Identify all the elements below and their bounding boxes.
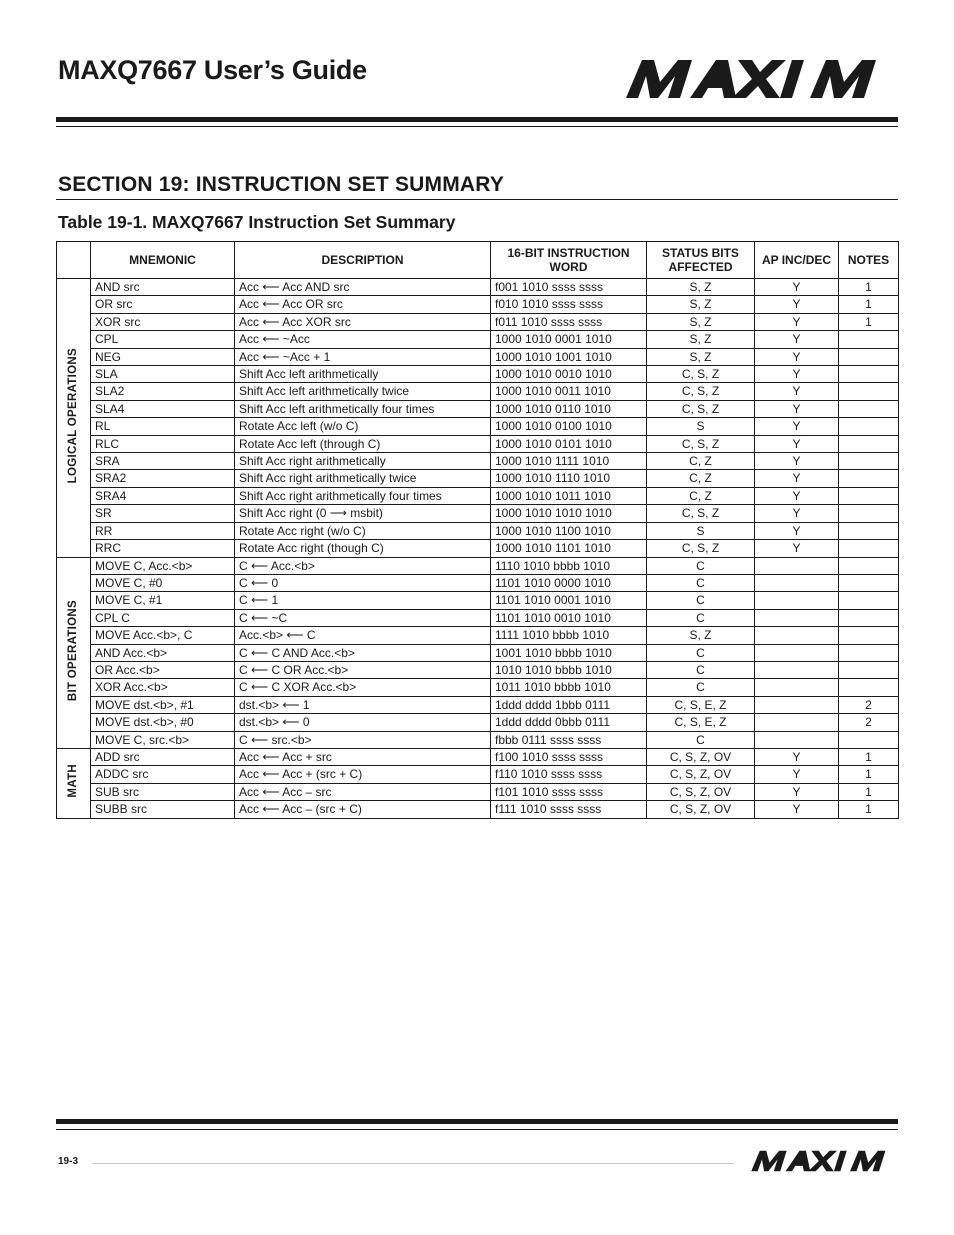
instruction-word-cell: 1000 1010 1111 1010	[491, 453, 647, 470]
mnemonic-cell: RLC	[91, 435, 235, 452]
group-label: BIT OPERATIONS	[67, 599, 80, 702]
ap-cell	[755, 592, 839, 609]
description-cell: Shift Acc left arithmetically twice	[235, 383, 491, 400]
status-bits-cell: S	[647, 418, 755, 435]
table-row	[57, 522, 899, 539]
mnemonic-cell: SRA4	[91, 487, 235, 504]
footer-divider	[92, 1163, 734, 1164]
table-row	[57, 435, 899, 452]
notes-cell: 1	[839, 279, 899, 296]
description-cell: Shift Acc right (0 ⟶ msbit)	[235, 505, 491, 522]
description-cell: dst.<b> ⟵ 1	[235, 696, 491, 713]
mnemonic-cell: MOVE dst.<b>, #0	[91, 714, 235, 731]
ap-cell: Y	[755, 279, 839, 296]
table-row	[57, 766, 899, 783]
notes-cell	[839, 679, 899, 696]
table-row	[57, 592, 899, 609]
table-row	[57, 279, 899, 296]
instruction-word-cell: f010 1010 ssss ssss	[491, 296, 647, 313]
ap-cell	[755, 557, 839, 574]
ap-cell: Y	[755, 801, 839, 818]
group-label-cell	[57, 279, 91, 558]
instruction-word-cell: 1000 1010 0001 1010	[491, 331, 647, 348]
table-row	[57, 366, 899, 383]
table-row	[57, 296, 899, 313]
group-label-cell	[57, 748, 91, 818]
mnemonic-cell: XOR Acc.<b>	[91, 679, 235, 696]
table-row	[57, 487, 899, 504]
description-cell: Rotate Acc right (though C)	[235, 540, 491, 557]
instruction-word-cell: f110 1010 ssss ssss	[491, 766, 647, 783]
group-label-cell	[57, 557, 91, 748]
notes-cell	[839, 522, 899, 539]
status-bits-cell: C	[647, 679, 755, 696]
mnemonic-cell: SLA2	[91, 383, 235, 400]
header-group	[57, 242, 91, 279]
status-bits-cell: C, S, Z, OV	[647, 766, 755, 783]
notes-cell: 2	[839, 696, 899, 713]
instruction-word-cell: 1010 1010 bbbb 1010	[491, 661, 647, 678]
notes-cell	[839, 470, 899, 487]
status-bits-cell: C, S, E, Z	[647, 696, 755, 713]
status-bits-cell: C, Z	[647, 470, 755, 487]
status-bits-cell: C, Z	[647, 453, 755, 470]
notes-cell	[839, 400, 899, 417]
ap-cell: Y	[755, 766, 839, 783]
status-bits-cell: C, S, Z, OV	[647, 801, 755, 818]
description-cell: Acc.<b> ⟵ C	[235, 627, 491, 644]
notes-cell	[839, 383, 899, 400]
ap-cell: Y	[755, 783, 839, 800]
status-bits-cell: C, S, Z	[647, 540, 755, 557]
description-cell: Rotate Acc left (through C)	[235, 435, 491, 452]
table-row	[57, 505, 899, 522]
notes-cell	[839, 627, 899, 644]
notes-cell: 2	[839, 714, 899, 731]
mnemonic-cell: MOVE dst.<b>, #1	[91, 696, 235, 713]
status-bits-cell: C, S, Z	[647, 435, 755, 452]
table-row	[57, 470, 899, 487]
status-bits-cell: S, Z	[647, 279, 755, 296]
ap-cell	[755, 644, 839, 661]
status-bits-cell: S, Z	[647, 296, 755, 313]
notes-cell	[839, 435, 899, 452]
table-row	[57, 331, 899, 348]
status-bits-cell: C, S, Z, OV	[647, 748, 755, 765]
instruction-word-cell: f111 1010 ssss ssss	[491, 801, 647, 818]
table-row	[57, 731, 899, 748]
ap-cell: Y	[755, 296, 839, 313]
header-description: DESCRIPTION	[235, 242, 491, 279]
status-bits-cell: C, S, Z	[647, 383, 755, 400]
notes-cell: 1	[839, 313, 899, 330]
mnemonic-cell: SUBB src	[91, 801, 235, 818]
ap-cell: Y	[755, 540, 839, 557]
status-bits-cell: C, S, E, Z	[647, 714, 755, 731]
instruction-word-cell: 1111 1010 bbbb 1010	[491, 627, 647, 644]
notes-cell	[839, 574, 899, 591]
table-row	[57, 453, 899, 470]
ap-cell: Y	[755, 453, 839, 470]
description-cell: C ⟵ ~C	[235, 609, 491, 626]
header-rule-thick	[56, 117, 898, 122]
description-cell: C ⟵ Acc.<b>	[235, 557, 491, 574]
table-row	[57, 627, 899, 644]
instruction-word-cell: 1110 1010 bbbb 1010	[491, 557, 647, 574]
instruction-word-cell: f100 1010 ssss ssss	[491, 748, 647, 765]
table-row	[57, 644, 899, 661]
mnemonic-cell: MOVE Acc.<b>, C	[91, 627, 235, 644]
status-bits-cell: C	[647, 661, 755, 678]
description-cell: Acc ⟵ ~Acc + 1	[235, 348, 491, 365]
instruction-word-cell: 1001 1010 bbbb 1010	[491, 644, 647, 661]
instruction-word-cell: 1101 1010 0000 1010	[491, 574, 647, 591]
notes-cell	[839, 366, 899, 383]
description-cell: Shift Acc right arithmetically	[235, 453, 491, 470]
mnemonic-cell: ADDC src	[91, 766, 235, 783]
status-bits-cell: C, S, Z	[647, 505, 755, 522]
status-bits-cell: C	[647, 557, 755, 574]
notes-cell	[839, 453, 899, 470]
mnemonic-cell: OR Acc.<b>	[91, 661, 235, 678]
ap-cell	[755, 574, 839, 591]
table-row	[57, 783, 899, 800]
description-cell: C ⟵ C OR Acc.<b>	[235, 661, 491, 678]
status-bits-cell: C	[647, 574, 755, 591]
mnemonic-cell: ADD src	[91, 748, 235, 765]
description-cell: Acc ⟵ Acc AND src	[235, 279, 491, 296]
ap-cell: Y	[755, 470, 839, 487]
mnemonic-cell: RRC	[91, 540, 235, 557]
table-row	[57, 574, 899, 591]
ap-cell: Y	[755, 487, 839, 504]
ap-cell: Y	[755, 383, 839, 400]
table-row	[57, 714, 899, 731]
description-cell: Shift Acc left arithmetically four times	[235, 400, 491, 417]
instruction-word-cell: fbbb 0111 ssss ssss	[491, 731, 647, 748]
status-bits-cell: C	[647, 644, 755, 661]
description-cell: C ⟵ src.<b>	[235, 731, 491, 748]
mnemonic-cell: RL	[91, 418, 235, 435]
status-bits-cell: C	[647, 731, 755, 748]
notes-cell	[839, 505, 899, 522]
mnemonic-cell: AND src	[91, 279, 235, 296]
footer-rule-thin	[56, 1129, 898, 1130]
mnemonic-cell: SRA2	[91, 470, 235, 487]
header-ap-inc-dec: AP INC/DEC	[755, 242, 839, 279]
table-body	[57, 279, 899, 819]
page-number: 19-3	[58, 1156, 79, 1167]
table-row	[57, 540, 899, 557]
ap-cell	[755, 696, 839, 713]
maxim-logo-footer	[748, 1150, 894, 1172]
instruction-word-cell: 1101 1010 0001 1010	[491, 592, 647, 609]
instruction-word-cell: 1000 1010 1110 1010	[491, 470, 647, 487]
ap-cell: Y	[755, 313, 839, 330]
notes-cell	[839, 609, 899, 626]
instruction-word-cell: 1000 1010 0010 1010	[491, 366, 647, 383]
description-cell: C ⟵ 0	[235, 574, 491, 591]
instruction-word-cell: 1101 1010 0010 1010	[491, 609, 647, 626]
mnemonic-cell: MOVE C, Acc.<b>	[91, 557, 235, 574]
notes-cell	[839, 487, 899, 504]
status-bits-cell: C	[647, 592, 755, 609]
notes-cell	[839, 644, 899, 661]
notes-cell: 1	[839, 783, 899, 800]
ap-cell: Y	[755, 522, 839, 539]
footer-rule-thick	[56, 1119, 898, 1124]
description-cell: C ⟵ 1	[235, 592, 491, 609]
instruction-word-cell: 1000 1010 0101 1010	[491, 435, 647, 452]
table-header-row	[57, 242, 899, 279]
table-row	[57, 400, 899, 417]
instruction-word-cell: 1000 1010 0100 1010	[491, 418, 647, 435]
description-cell: C ⟵ C XOR Acc.<b>	[235, 679, 491, 696]
status-bits-cell: C, S, Z	[647, 400, 755, 417]
mnemonic-cell: SRA	[91, 453, 235, 470]
description-cell: Shift Acc right arithmetically twice	[235, 470, 491, 487]
description-cell: C ⟵ C AND Acc.<b>	[235, 644, 491, 661]
ap-cell	[755, 714, 839, 731]
description-cell: Rotate Acc left (w/o C)	[235, 418, 491, 435]
table-row	[57, 609, 899, 626]
group-label: MATH	[67, 764, 80, 798]
status-bits-cell: C, S, Z, OV	[647, 783, 755, 800]
description-cell: Acc ⟵ Acc + (src + C)	[235, 766, 491, 783]
notes-cell	[839, 540, 899, 557]
instruction-word-cell: f001 1010 ssss ssss	[491, 279, 647, 296]
group-label: LOGICAL OPERATIONS	[67, 347, 80, 484]
instruction-word-cell: f101 1010 ssss ssss	[491, 783, 647, 800]
description-cell: Acc ⟵ Acc XOR src	[235, 313, 491, 330]
notes-cell	[839, 731, 899, 748]
description-cell: Acc ⟵ Acc – src	[235, 783, 491, 800]
mnemonic-cell: SUB src	[91, 783, 235, 800]
table-row	[57, 801, 899, 818]
status-bits-cell: S, Z	[647, 331, 755, 348]
status-bits-cell: S, Z	[647, 313, 755, 330]
mnemonic-cell: MOVE C, #0	[91, 574, 235, 591]
notes-cell: 1	[839, 296, 899, 313]
maxim-logo	[620, 60, 892, 98]
description-cell: Shift Acc right arithmetically four times	[235, 487, 491, 504]
ap-cell: Y	[755, 748, 839, 765]
mnemonic-cell: SR	[91, 505, 235, 522]
table-row	[57, 313, 899, 330]
instruction-word-cell: 1000 1010 1001 1010	[491, 348, 647, 365]
status-bits-cell: C, S, Z	[647, 366, 755, 383]
status-bits-cell: C, Z	[647, 487, 755, 504]
status-bits-cell: C	[647, 609, 755, 626]
notes-cell: 1	[839, 801, 899, 818]
instruction-word-cell: 1000 1010 1101 1010	[491, 540, 647, 557]
mnemonic-cell: CPL C	[91, 609, 235, 626]
description-cell: dst.<b> ⟵ 0	[235, 714, 491, 731]
description-cell: Acc ⟵ Acc + src	[235, 748, 491, 765]
ap-cell: Y	[755, 505, 839, 522]
ap-cell: Y	[755, 331, 839, 348]
mnemonic-cell: XOR src	[91, 313, 235, 330]
description-cell: Acc ⟵ Acc OR src	[235, 296, 491, 313]
section-rule	[56, 199, 898, 200]
status-bits-cell: S	[647, 522, 755, 539]
mnemonic-cell: CPL	[91, 331, 235, 348]
status-bits-cell: S, Z	[647, 348, 755, 365]
mnemonic-cell: AND Acc.<b>	[91, 644, 235, 661]
mnemonic-cell: MOVE C, src.<b>	[91, 731, 235, 748]
ap-cell: Y	[755, 400, 839, 417]
mnemonic-cell: SLA4	[91, 400, 235, 417]
instruction-word-cell: f011 1010 ssss ssss	[491, 313, 647, 330]
mnemonic-cell: OR src	[91, 296, 235, 313]
table-row	[57, 383, 899, 400]
mnemonic-cell: MOVE C, #1	[91, 592, 235, 609]
ap-cell: Y	[755, 366, 839, 383]
ap-cell: Y	[755, 435, 839, 452]
instruction-word-cell: 1ddd dddd 0bbb 0111	[491, 714, 647, 731]
status-bits-cell: S, Z	[647, 627, 755, 644]
instruction-word-cell: 1000 1010 0011 1010	[491, 383, 647, 400]
notes-cell	[839, 661, 899, 678]
table-row	[57, 748, 899, 765]
instruction-word-cell: 1000 1010 1100 1010	[491, 522, 647, 539]
instruction-word-cell: 1000 1010 1011 1010	[491, 487, 647, 504]
notes-cell: 1	[839, 766, 899, 783]
header-mnemonic: MNEMONIC	[91, 242, 235, 279]
mnemonic-cell: SLA	[91, 366, 235, 383]
section-title: SECTION 19: INSTRUCTION SET SUMMARY	[58, 173, 505, 196]
document-title: MAXQ7667 User’s Guide	[58, 55, 367, 85]
ap-cell	[755, 609, 839, 626]
ap-cell	[755, 627, 839, 644]
mnemonic-cell: NEG	[91, 348, 235, 365]
table-row	[57, 418, 899, 435]
instruction-word-cell: 1000 1010 1010 1010	[491, 505, 647, 522]
mnemonic-cell: RR	[91, 522, 235, 539]
notes-cell	[839, 331, 899, 348]
table-row	[57, 679, 899, 696]
notes-cell: 1	[839, 748, 899, 765]
table-row	[57, 696, 899, 713]
description-cell: Acc ⟵ Acc – (src + C)	[235, 801, 491, 818]
notes-cell	[839, 348, 899, 365]
ap-cell	[755, 661, 839, 678]
notes-cell	[839, 592, 899, 609]
instruction-word-cell: 1000 1010 0110 1010	[491, 400, 647, 417]
description-cell: Shift Acc left arithmetically	[235, 366, 491, 383]
instruction-set-table	[56, 241, 899, 819]
ap-cell: Y	[755, 418, 839, 435]
instruction-word-cell: 1ddd dddd 1bbb 0111	[491, 696, 647, 713]
notes-cell	[839, 557, 899, 574]
table-row	[57, 661, 899, 678]
instruction-word-cell: 1011 1010 bbbb 1010	[491, 679, 647, 696]
notes-cell	[839, 418, 899, 435]
header-status-bits: STATUS BITS AFFECTED	[647, 242, 755, 279]
table-caption: Table 19-1. MAXQ7667 Instruction Set Summary	[58, 212, 456, 232]
ap-cell: Y	[755, 348, 839, 365]
table-row	[57, 348, 899, 365]
header-rule-thin	[56, 126, 898, 127]
header-notes: NOTES	[839, 242, 899, 279]
table-row	[57, 557, 899, 574]
header-instruction-word: 16-BIT INSTRUCTION WORD	[491, 242, 647, 279]
ap-cell	[755, 731, 839, 748]
description-cell: Acc ⟵ ~Acc	[235, 331, 491, 348]
ap-cell	[755, 679, 839, 696]
description-cell: Rotate Acc right (w/o C)	[235, 522, 491, 539]
